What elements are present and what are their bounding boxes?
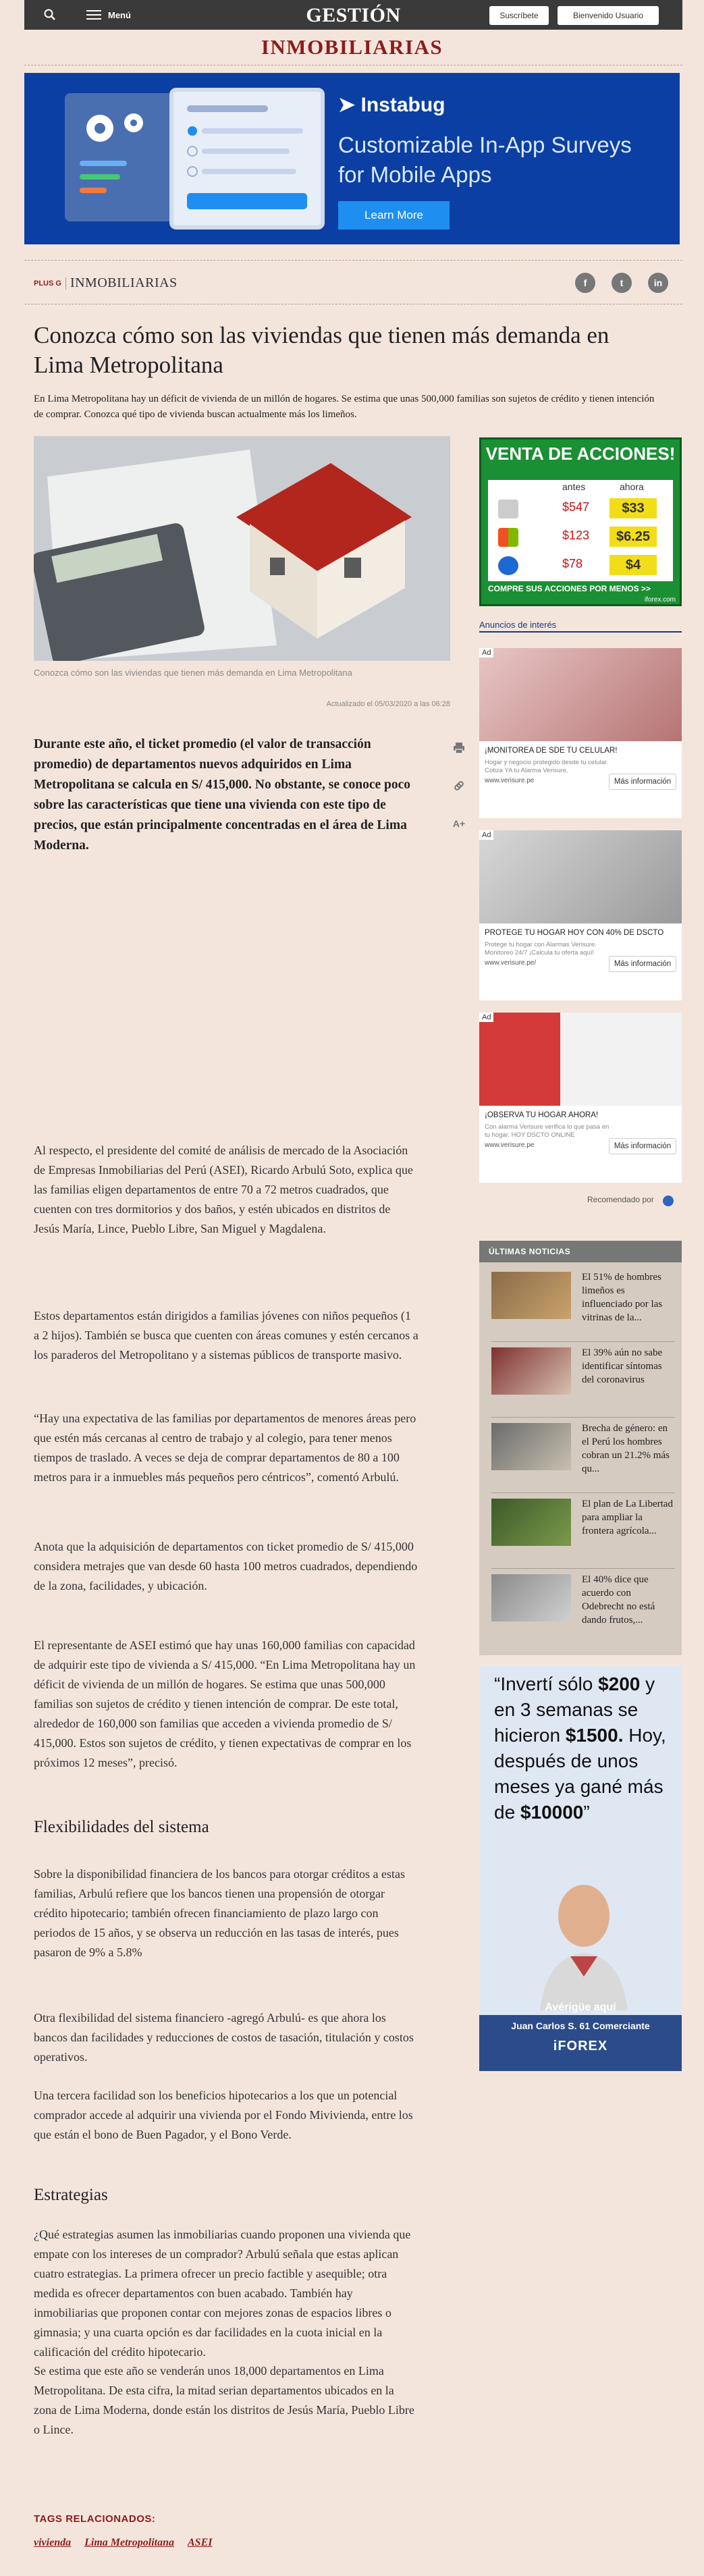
- stocks-header: [488, 480, 673, 493]
- paragraph: Anota que la adquisición de departamentos con ticket promedio de S/ 415,000 considera metrajes que van desde 60 hasta 100 metros cuadrados, dependiendo de la zona, facilidades, y ubicación.: [34, 1540, 418, 1592]
- promo-desc: Hogar y negocio protegido desde tu celular. Cotiza YA tu Alarma Verisure.: [485, 759, 609, 774]
- article-dek: En Lima Metropolitana hay un déficit de vivienda de un millón de hogares. Se estima que unas 500,000 familias son sujetos de crédito y tienen intención de comprar. Conozca qué tipo de vivienda buscan actualmente más los limeños.: [34, 394, 655, 420]
- latest-news-header: ÚLTIMAS NOTICIAS: [479, 1241, 682, 1262]
- link-icon[interactable]: [449, 776, 469, 796]
- tag-link[interactable]: vivienda: [34, 2537, 72, 2548]
- search-icon[interactable]: [43, 8, 57, 22]
- forex-cta[interactable]: Avérigüe aquí: [545, 2002, 616, 2013]
- news-item[interactable]: [491, 1343, 675, 1418]
- price-before: $78: [562, 557, 583, 570]
- price-now: $6.25: [610, 527, 657, 547]
- section-heading: Flexibilidades del sistema: [34, 1818, 209, 1836]
- promo-image: [479, 1013, 682, 1106]
- stocks-cta[interactable]: COMPRE SUS ACCIONES POR MENOS >>: [488, 584, 651, 593]
- forex-person-name: Juan Carlos S. 61 Comerciante: [511, 2020, 650, 2031]
- price-now: $33: [610, 498, 657, 518]
- promo-site: www.verisure.pe: [485, 777, 535, 784]
- quote-open-icon: “: [494, 1673, 501, 1694]
- tag-link[interactable]: Lima Metropolitana: [84, 2537, 174, 2548]
- article-tools: [449, 738, 469, 851]
- image-caption: Conozca cómo son las viviendas que tienen más demanda en Lima Metropolitana: [34, 668, 352, 678]
- promo-ad[interactable]: [479, 1013, 682, 1183]
- facebook-icon[interactable]: f: [575, 273, 595, 293]
- paragraph: Estos departamentos están dirigidos a familias jóvenes con niños pequeños (1 a 2 hijos). También se busca que cuenten con áreas comunes y estén cercanos a los paraderos del Metropolitano y a sistemas públicos de transporte masivo.: [34, 1309, 418, 1362]
- paragraph: Sobre la disponibilidad financiera de los bancos para otorgar créditos a estas familias, Arbulú refiere que los bancos tienen una propensión de otorgar crédito hipotecario; también ofrecen financiamiento de plazo largo con periodos de 15 años, y se observa un reducción en las tasas de interés, pues pasaron de 9% a 5.8%: [34, 1867, 405, 1959]
- hamburger-icon: [86, 10, 101, 20]
- news-headline[interactable]: El 39% aún no sabe identificar síntomas del coronavirus: [582, 1347, 663, 1385]
- ad-headline: Customizable In-App Surveys for Mobile Apps: [338, 132, 632, 187]
- promo-desc: Con alarma Verisure verifica lo que pasa en tu hogar. HOY DSCTO ONLINE: [485, 1123, 610, 1139]
- linkedin-icon[interactable]: in: [648, 273, 668, 293]
- tags-label: TAGS RELACIONADOS:: [34, 2513, 156, 2525]
- promo-title[interactable]: PROTEGE TU HOGAR HOY CON 40% DE DSCTO: [485, 929, 664, 937]
- divider: [24, 260, 682, 261]
- stock-row: [488, 523, 673, 550]
- menu-button[interactable]: [86, 8, 131, 22]
- paragraph: Otra flexibilidad del sistema financiero -agregó Arbulú- es que ahora los bancos dan facilidades y reducciones de costos de tasación, titulación y costos operativos.: [34, 2011, 414, 2064]
- separator: [65, 277, 66, 290]
- promo-title[interactable]: ¡MONITOREA DE SDE TU CELULAR!: [485, 747, 618, 755]
- updated-timestamp: Actualizado el 05/03/2020 a las 06:28: [326, 700, 450, 708]
- divider: [479, 631, 682, 633]
- forex-ad[interactable]: [479, 1666, 682, 2071]
- news-headline[interactable]: Brecha de género: en el Perú los hombres cobran un 21.2% más qu...: [582, 1423, 670, 1474]
- menu-label: Menú: [108, 9, 131, 20]
- col-before: antes: [562, 481, 586, 492]
- news-thumbnail[interactable]: [491, 1347, 571, 1395]
- bmw-icon: [498, 556, 518, 575]
- instabug-ad[interactable]: [24, 73, 680, 244]
- promo-site: www.verisure.pe/: [485, 959, 537, 967]
- more-info-button[interactable]: Más información: [609, 774, 676, 790]
- col-now: ahora: [620, 481, 644, 492]
- news-item[interactable]: [491, 1495, 675, 1569]
- more-info-button[interactable]: Más información: [609, 956, 676, 972]
- recommender-logo-icon[interactable]: [663, 1196, 674, 1206]
- learn-more-button[interactable]: Learn More: [338, 201, 450, 230]
- price-before: $123: [562, 529, 590, 542]
- top-bar: [24, 0, 682, 30]
- more-info-button[interactable]: Más información: [609, 1138, 676, 1154]
- subscribe-button[interactable]: Suscríbete: [489, 6, 549, 25]
- hero-image: [34, 436, 450, 661]
- promo-site: www.verisure.pe: [485, 1142, 535, 1149]
- stocks-table: [488, 480, 673, 581]
- promo-image: [479, 830, 682, 923]
- forex-ad-text: “Invertí sólo $200 y en 3 semanas se hicieron $1500. Hoy, después de unos meses ya gané más de $10000”: [494, 1673, 666, 1823]
- twitter-icon[interactable]: t: [612, 273, 632, 293]
- recommended-by: Recomendado por: [587, 1195, 654, 1204]
- section-heading: Estrategias: [34, 2186, 108, 2204]
- latest-news: [479, 1241, 682, 1655]
- news-headline[interactable]: El plan de La Libertad para ampliar la frontera agrícola...: [582, 1499, 673, 1536]
- paragraph: ¿Qué estrategias asumen las inmobiliarias cuando proponen una vivienda que empate con los intereses de un comprador? Arbulú señala que estas aplican cuatro estrategias. La primera ofrecer un precio factible y asequible; otra medida es ofrecer departamentos con buen acabado. También hay inmobiliarias que proponen contar con mejores zonas de espacios libres o gimnasia; y una cuarta opción es dar facilidades en la cuota inicial en la calificación del crédito hipotecario.: [34, 2228, 411, 2359]
- paragraph: Se estima que este año se venderán unos 18,000 departamentos en Lima Metropolitana. De esta cifra, la mitad serian departamentos ubicados en la zona de Lima Moderna, donde están los distritos de Jesús María, Pueblo Libre o Lince.: [34, 2364, 414, 2436]
- promo-ad[interactable]: [479, 830, 682, 1000]
- tag-link[interactable]: ASEI: [188, 2537, 213, 2548]
- anuncios-label: Anuncios de interés: [479, 620, 557, 630]
- paragraph: Una tercera facilidad son los beneficios hipotecarios a los que un potencial comprador accede al adquirir una vivienda por el Fondo Mivivienda, entre los que están el bono de Buen Pagador, y el Bono Verde.: [34, 2089, 413, 2141]
- ad-phone-mockup: [169, 88, 325, 230]
- font-size-icon[interactable]: A+: [452, 818, 466, 829]
- apple-icon: [498, 500, 518, 518]
- person-photo: [533, 1875, 634, 2010]
- section-title[interactable]: INMOBILIARIAS: [261, 35, 443, 59]
- user-button[interactable]: Bienvenido Usuario: [558, 6, 659, 25]
- news-headline[interactable]: El 51% de hombres limeños es influenciado por las vitrinas de la...: [582, 1272, 663, 1323]
- ad-brand: ➤ Instabug: [338, 94, 445, 116]
- forex-logo: iFOREX: [553, 2039, 608, 2054]
- news-item[interactable]: [491, 1268, 675, 1342]
- ad-badge: Ad: [479, 830, 493, 840]
- paragraph: Al respecto, el presidente del comité de análisis de mercado de la Asociación de Empresas Inmobiliarias del Perú (ASEI), Ricardo Arbulú Soto, explica que las familias eligen departamentos de entre 70 a 72 metros cuadrados, que cuenten con tres dormitorios y dos baños, y estén ubicados en distritos de Jesús María, Lince, Pueblo Libre, San Miguel y Magdalena.: [34, 1144, 413, 1235]
- news-item[interactable]: [491, 1419, 675, 1493]
- bolt-icon: ➤: [338, 94, 361, 116]
- paragraph: “Hay una expectativa de las familias por departamentos de menores áreas pero que estén más cercanas al centro de trabajo y al colegio, para tener menos tiempos de traslado. A veces se deja de comprar departamentos de 80 a 100 metros para ir a inmuebles más pequeños pero céntricos”, comentó Arbulú.: [34, 1412, 416, 1484]
- windows-icon: [498, 528, 518, 547]
- stocks-ad-title: VENTA DE ACCIONES!: [485, 444, 676, 464]
- article-lead: Durante este año, el ticket promedio (el valor de transacción promedio) de departamentos nuevos adquiridos en Lima Metropolitana se calcula en S/ 415,000. No obstante, se conoce poco sobre las características que tiene una vivienda con este tipo de precios, que están principalmente concentradas en el área de Lima Moderna.: [34, 737, 411, 853]
- breadcrumb: [34, 275, 178, 291]
- ad-settings-card: [65, 93, 180, 221]
- ad-badge: Ad: [479, 1013, 493, 1022]
- article-title: Conozca cómo son las viviendas que tienen más demanda en Lima Metropolitana: [34, 322, 610, 378]
- plus-g-badge[interactable]: PLUS G: [34, 279, 61, 288]
- paragraph: El representante de ASEI estimó que hay unas 160,000 familias con capacidad de adquirir este tipo de vivienda a S/ 415,000. “En Lima Metropolitana hay un déficit de vivienda de un millón de hogares. Se estima que unas 500,000 familias son sujetos de crédito y tienen intención de comprar. De este total, alrededor de 160,000 son familias que acceden a vivienda promedio de S/ 415,000. Estos son sujetos de crédito, y tienen expectativas de comprar en los próximos 12 meses”, precisó.: [34, 1638, 416, 1769]
- promo-image: [479, 648, 682, 741]
- site-logo[interactable]: GESTIÓN: [306, 4, 401, 26]
- promo-ad[interactable]: [479, 648, 682, 818]
- price-now: $4: [610, 555, 657, 575]
- ad-badge: Ad: [479, 648, 493, 658]
- news-thumbnail[interactable]: [491, 1574, 571, 1621]
- gear-icon: [65, 93, 180, 221]
- price-before: $547: [562, 500, 590, 514]
- quote-close-icon: ”: [583, 1802, 590, 1823]
- stocks-ad[interactable]: [479, 437, 682, 606]
- promo-title[interactable]: ¡OBSERVA TU HOGAR AHORA!: [485, 1111, 599, 1119]
- news-item[interactable]: [491, 1570, 675, 1644]
- stocks-url: iforex.com: [644, 596, 676, 603]
- news-thumbnail[interactable]: [491, 1499, 571, 1546]
- promo-desc: Protege tu hogar con Alarmas Verisure. Monitoreo 24/7 ¡Calcula tu oferta aquí!: [485, 941, 597, 957]
- news-thumbnail[interactable]: [491, 1272, 571, 1319]
- tags-list: [34, 2537, 212, 2549]
- news-headline[interactable]: El 40% dice que acuerdo con Odebrecht no está dando frutos,...: [582, 1574, 655, 1626]
- breadcrumb-section[interactable]: INMOBILIARIAS: [70, 275, 178, 290]
- stock-row: [488, 495, 673, 522]
- print-icon[interactable]: [449, 738, 469, 758]
- stock-row: [488, 552, 673, 579]
- news-thumbnail[interactable]: [491, 1423, 571, 1470]
